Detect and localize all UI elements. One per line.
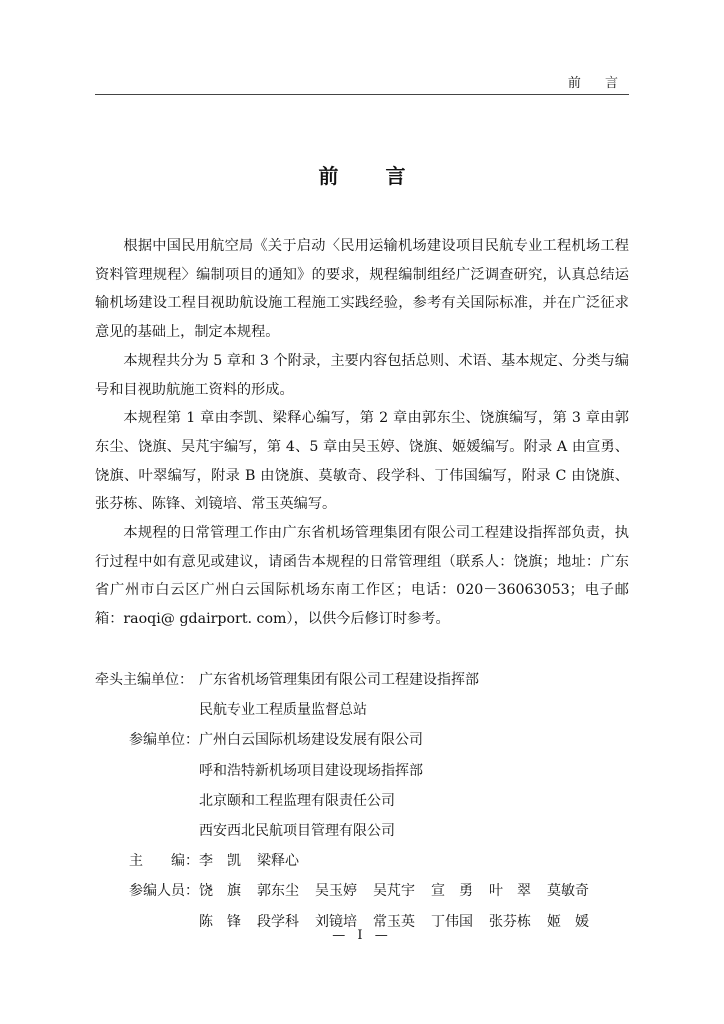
participating-unit-label: 参编单位： bbox=[129, 732, 199, 749]
staff-name: 莫敏奇 bbox=[547, 883, 589, 900]
staff-name: 段学科 bbox=[257, 913, 299, 930]
chief-unit-1: 广东省机场管理集团有限公司工程建设指挥部 bbox=[199, 672, 479, 688]
staff-name: 陈 锋 bbox=[199, 913, 241, 930]
participating-unit-4: 西安西北民航项目管理有限公司 bbox=[199, 823, 395, 840]
chief-unit-label: 牵头主编单位： bbox=[95, 672, 193, 688]
chief-unit-row-2 bbox=[95, 695, 629, 725]
chief-unit-2: 民航专业工程质量监督总站 bbox=[199, 702, 367, 719]
editor-row bbox=[95, 846, 629, 876]
staff-name: 丁伟国 bbox=[431, 913, 473, 930]
running-header: 前 言 bbox=[567, 76, 628, 91]
preface-body bbox=[95, 232, 629, 634]
participating-unit-3: 北京颐和工程监理有限责任公司 bbox=[199, 792, 395, 809]
staff-name: 刘镜培 bbox=[315, 913, 357, 930]
staff-name: 郭东尘 bbox=[257, 883, 299, 900]
staff-name: 饶 旗 bbox=[199, 883, 241, 900]
participating-unit-2: 呼和浩特新机场项目建设现场指挥部 bbox=[199, 762, 423, 779]
header-rule bbox=[95, 94, 629, 95]
paragraph-3: 本规程第 1 章由李凯、梁释心编写，第 2 章由郭东尘、饶旗编写，第 3 章由郭东尘、饶旗、吴芃宇编写，第 4、5 章由吴玉婷、饶旗、姬媛编写。附录 A 由宣勇、饶旗、叶翠编写，附录 B 由饶旗、莫敏奇、段学科、丁伟国编写，附录 C 由饶旗、张芬栋、陈锋、刘镜培、常玉英编写。 bbox=[95, 410, 629, 513]
paragraph-4: 本规程的日常管理工作由广东省机场管理集团有限公司工程建设指挥部负责，执行过程中如有意见或建议，请函告本规程的日常管理组（联系人：饶旗；地址：广东省广州市白云区广州白云国际机场东南工作区；电话：020－36063053；电子邮箱：raoqi@ gdairport. com），以供今后修订时参考。 bbox=[95, 525, 629, 628]
staff-name: 吴芃宇 bbox=[373, 883, 415, 900]
editor-label: 主 编： bbox=[129, 853, 199, 870]
participating-unit-row bbox=[95, 725, 629, 755]
staff-name: 吴玉婷 bbox=[315, 883, 357, 900]
staff-name: 常玉英 bbox=[373, 913, 415, 930]
staff-name: 张芬栋 bbox=[489, 913, 531, 930]
participating-unit-1: 广州白云国际机场建设发展有限公司 bbox=[199, 732, 423, 749]
staff-name: 姬 媛 bbox=[547, 913, 589, 930]
staff-label: 参编人员： bbox=[129, 883, 199, 900]
paragraph-2: 本规程共分为 5 章和 3 个附录，主要内容包括总则、术语、基本规定、分类与编号和目视助航施工资料的形成。 bbox=[95, 352, 629, 398]
paragraph-1: 根据中国民用航空局《关于启动〈民用运输机场建设项目民航专业工程机场工程资料管理规程〉编制项目的通知》的要求，规程编制组经广泛调查研究，认真总结运输机场建设工程目视助航设施工程施工实践经验，参考有关国际标准，并在广泛征求意见的基础上，制定本规程。 bbox=[95, 238, 629, 341]
staff-row-1 bbox=[95, 876, 629, 906]
editor-name: 梁释心 bbox=[257, 853, 299, 870]
editor-name: 李 凯 bbox=[199, 853, 241, 870]
staff-name: 叶 翠 bbox=[489, 883, 531, 900]
drafting-units bbox=[95, 665, 629, 937]
chief-unit-row bbox=[95, 665, 629, 695]
staff-name: 宣 勇 bbox=[431, 883, 473, 900]
page-title: 前 言 bbox=[318, 164, 426, 188]
page-number: — I — bbox=[332, 928, 392, 943]
